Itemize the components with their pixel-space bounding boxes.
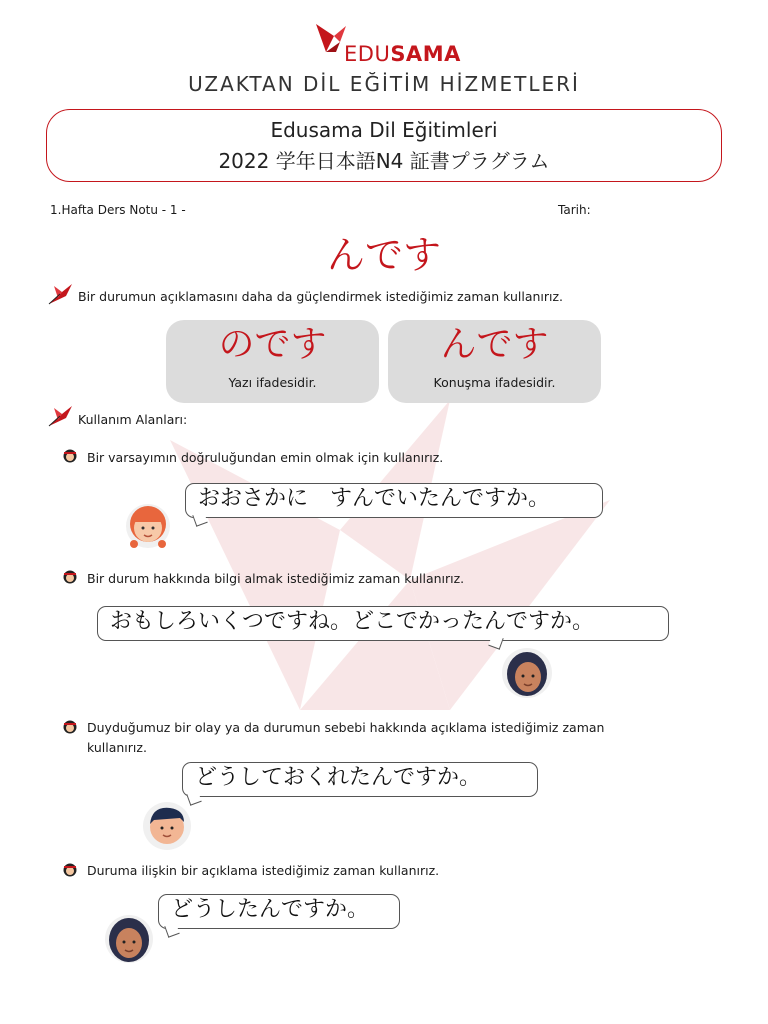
card-desc: Konuşma ifadesidir. [433,375,556,390]
card-jp: んです [440,324,549,365]
origami-bird-bullet-icon [48,404,74,428]
brand-name [344,42,461,66]
card-desc: Yazı ifadesidir. [228,375,317,390]
usage-text-line2: kullanırız. [87,740,147,755]
origami-bird-bullet-icon [48,282,74,306]
brand-part2: SAMA [390,42,461,66]
speech-bubble [185,483,603,518]
ninja-face-bullet-icon [63,720,77,734]
girl-redhair-avatar-icon [124,500,172,554]
edusama-logo [314,22,461,66]
usage-text: Bir varsayımın doğruluğundan emin olmak için kullanırız. [87,450,444,465]
girl-darkhair-avatar-icon [500,646,554,700]
usage-heading: Kullanım Alanları: [78,412,188,427]
ninja-face-bullet-icon [63,570,77,584]
card-jp: のです [218,324,327,365]
example-sentence: おもしろいくつですね。どこでかったんですか。 [110,609,595,634]
example-sentence: どうしたんですか。 [171,897,370,922]
ninja-face-bullet-icon [63,449,77,463]
origami-bird-logo-icon [314,22,348,54]
example-sentence: おおさかに すんでいたんですか。 [198,486,551,511]
tagline: UZAKTAN DİL EĞİTİM HİZMETLERİ [188,72,580,96]
card-ndesu [388,320,601,403]
main-expression: んです [326,233,441,277]
title-box [46,109,722,182]
date-label: Tarih: [558,203,591,217]
card-nodesu [166,320,379,403]
intro-text: Bir durumun açıklamasını daha da güçlendirmek istediğimiz zaman kullanırız. [78,289,564,304]
ninja-face-bullet-icon [63,863,77,877]
lesson-note: 1.Hafta Ders Notu - 1 - [50,203,186,217]
speech-bubble [158,894,400,929]
example-sentence: どうしておくれたんですか。 [195,765,482,790]
girl-darkhair-avatar-icon [102,913,156,965]
speech-bubble [97,606,669,641]
title-line2: 2022 学年日本語N4 証書プラグラム [218,149,550,173]
title-line1: Edusama Dil Eğitimleri [270,118,498,142]
speech-bubble [182,762,538,797]
boy-avatar-icon [140,800,194,852]
usage-text-line1: Duyduğumuz bir olay ya da durumun sebebi hakkında açıklama istediğimiz zaman [87,720,605,735]
brand-part1: EDU [344,42,391,66]
usage-text: Duruma ilişkin bir açıklama istediğimiz zaman kullanırız. [87,863,440,878]
usage-text: Bir durum hakkında bilgi almak istediğimiz zaman kullanırız. [87,571,465,586]
